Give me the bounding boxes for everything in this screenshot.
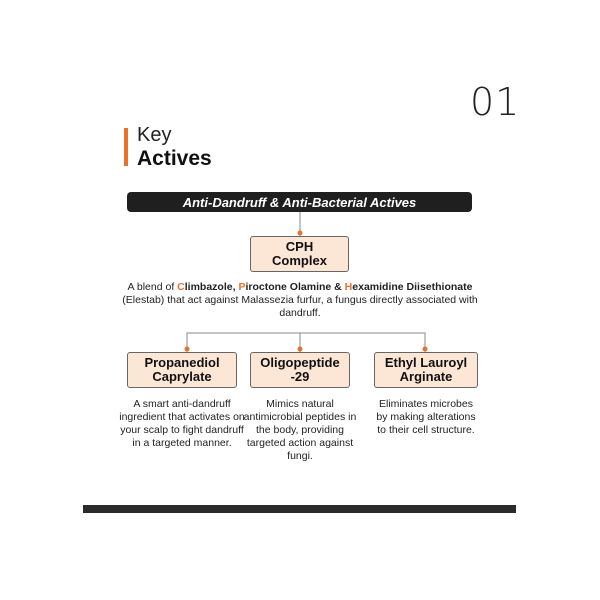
child-node-description-propanediol: A smart anti-dandruff ingredient that activates on your scalp to fight dandruff in a targeted manner. (119, 398, 245, 449)
connector-dot-child-1 (185, 347, 190, 352)
connector-dot-child-2 (298, 347, 303, 352)
child-node-box-propanediol (127, 352, 237, 388)
child-node-label-propanediol: Propanediol Caprylate (144, 355, 220, 384)
footer-bar (83, 505, 516, 513)
child-node-box-oligopeptide (250, 352, 350, 388)
root-node-label: CPH Complex (272, 239, 327, 268)
root-node-description: A blend of Climbazole, Piroctone Olamine & Hexamidine Diisethionate (Elestab) that act against Malassezia furfur, a fungus directly associated with dandruff. (122, 281, 478, 319)
connector-dot-child-3 (423, 347, 428, 352)
page-number: 01 (470, 80, 521, 124)
root-node-box (250, 236, 349, 272)
connector-dot-root (298, 231, 303, 236)
child-node-label-oligopeptide: Oligopeptide -29 (260, 355, 340, 384)
child-node-description-oligopeptide: Mimics natural antimicrobial peptides in the body, providing targeted action against fungi. (243, 398, 357, 462)
connector-branch (187, 333, 425, 352)
child-node-label-ethyl-lauroyl: Ethyl Lauroyl Arginate (384, 355, 468, 384)
heading-line-key: Key (137, 124, 172, 146)
banner-label: Anti-Dandruff & Anti-Bacterial Actives (182, 194, 417, 210)
child-node-description-ethyl-lauroyl: Eliminates microbes by making alterations to their cell structure. (376, 398, 476, 436)
heading-line-actives: Actives (137, 147, 212, 170)
child-node-box-ethyl-lauroyl (374, 352, 478, 388)
